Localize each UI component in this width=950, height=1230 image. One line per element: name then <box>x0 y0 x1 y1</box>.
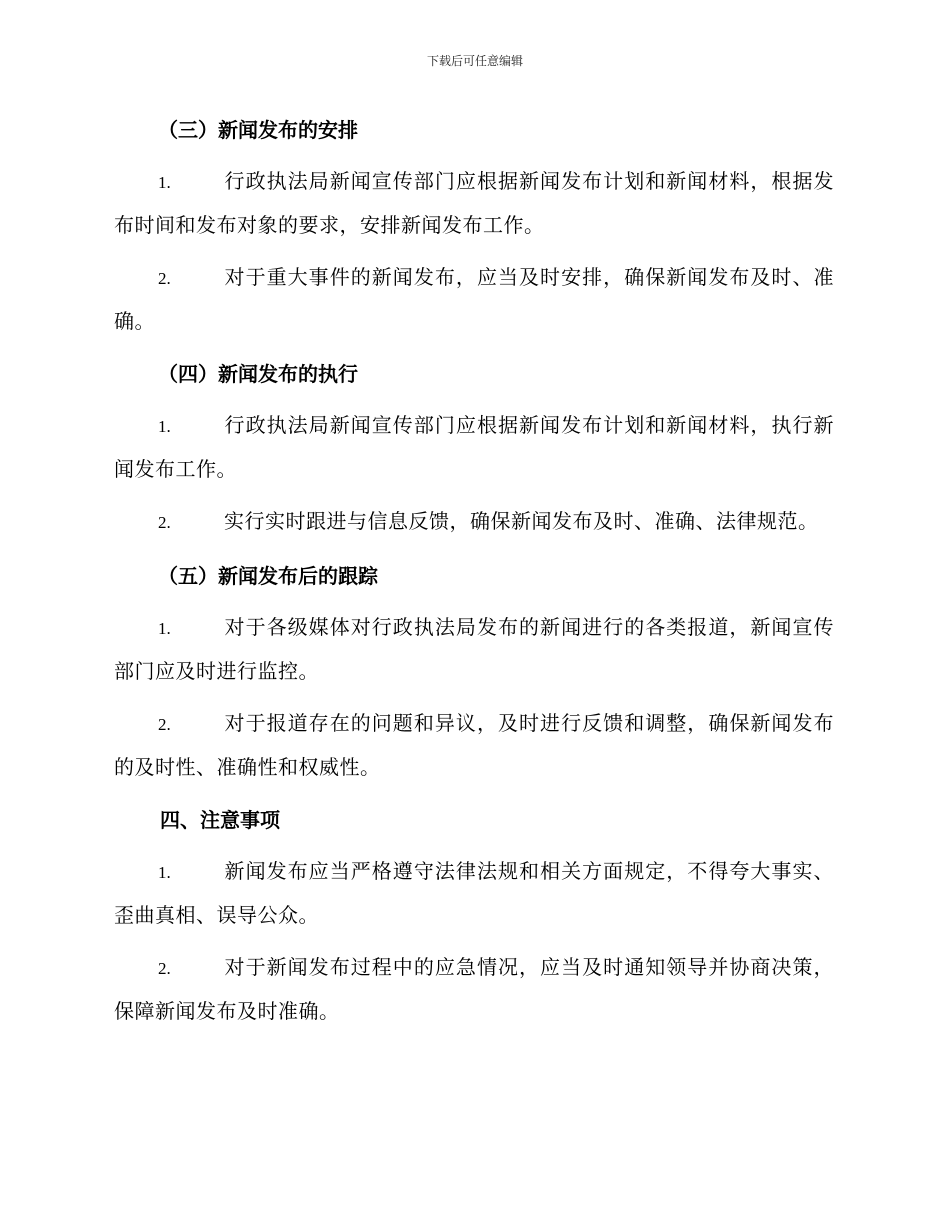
list-item <box>114 256 834 342</box>
list-item <box>114 702 834 788</box>
section-heading-tracking: （五）新闻发布后的跟踪 <box>158 564 378 588</box>
section-heading-notes: 四、注意事项 <box>160 808 280 832</box>
item-number: 1. <box>158 417 171 436</box>
item-number: 1. <box>158 173 171 192</box>
item-number: 2. <box>158 269 171 288</box>
section-heading-execution: （四）新闻发布的执行 <box>158 362 358 386</box>
item-text: 实行实时跟进与信息反馈，确保新闻发布及时、准确、法律规范。 <box>224 509 819 533</box>
item-text: 行政执法局新闻宣传部门应根据新闻发布计划和新闻材料，根据发布时间和发布对象的要求，安排新闻发布工作。 <box>114 169 834 237</box>
item-number: 2. <box>158 715 171 734</box>
item-text: 对于报道存在的问题和异议，及时进行反馈和调整，确保新闻发布的及时性、准确性和权威性。 <box>114 711 834 779</box>
list-item <box>114 850 834 936</box>
item-text: 行政执法局新闻宣传部门应根据新闻发布计划和新闻材料，执行新闻发布工作。 <box>114 413 834 481</box>
item-number: 2. <box>158 959 171 978</box>
item-text: 对于重大事件的新闻发布，应当及时安排，确保新闻发布及时、准确。 <box>114 265 834 333</box>
list-item <box>114 500 834 544</box>
list-item <box>114 160 834 246</box>
section-heading-arrangement: （三）新闻发布的安排 <box>158 118 358 142</box>
item-text: 对于新闻发布过程中的应急情况，应当及时通知领导并协商决策，保障新闻发布及时准确。 <box>114 955 834 1023</box>
item-text: 新闻发布应当严格遵守法律法规和相关方面规定，不得夸大事实、歪曲真相、误导公众。 <box>114 859 834 927</box>
list-item <box>114 606 834 692</box>
list-item <box>114 946 834 1032</box>
item-number: 1. <box>158 863 171 882</box>
item-number: 2. <box>158 513 171 532</box>
item-text: 对于各级媒体对行政执法局发布的新闻进行的各类报道，新闻宣传部门应及时进行监控。 <box>114 615 834 683</box>
document-body <box>114 108 834 1042</box>
list-item <box>114 404 834 490</box>
item-number: 1. <box>158 619 171 638</box>
header-note: 下载后可任意编辑 <box>426 54 523 68</box>
